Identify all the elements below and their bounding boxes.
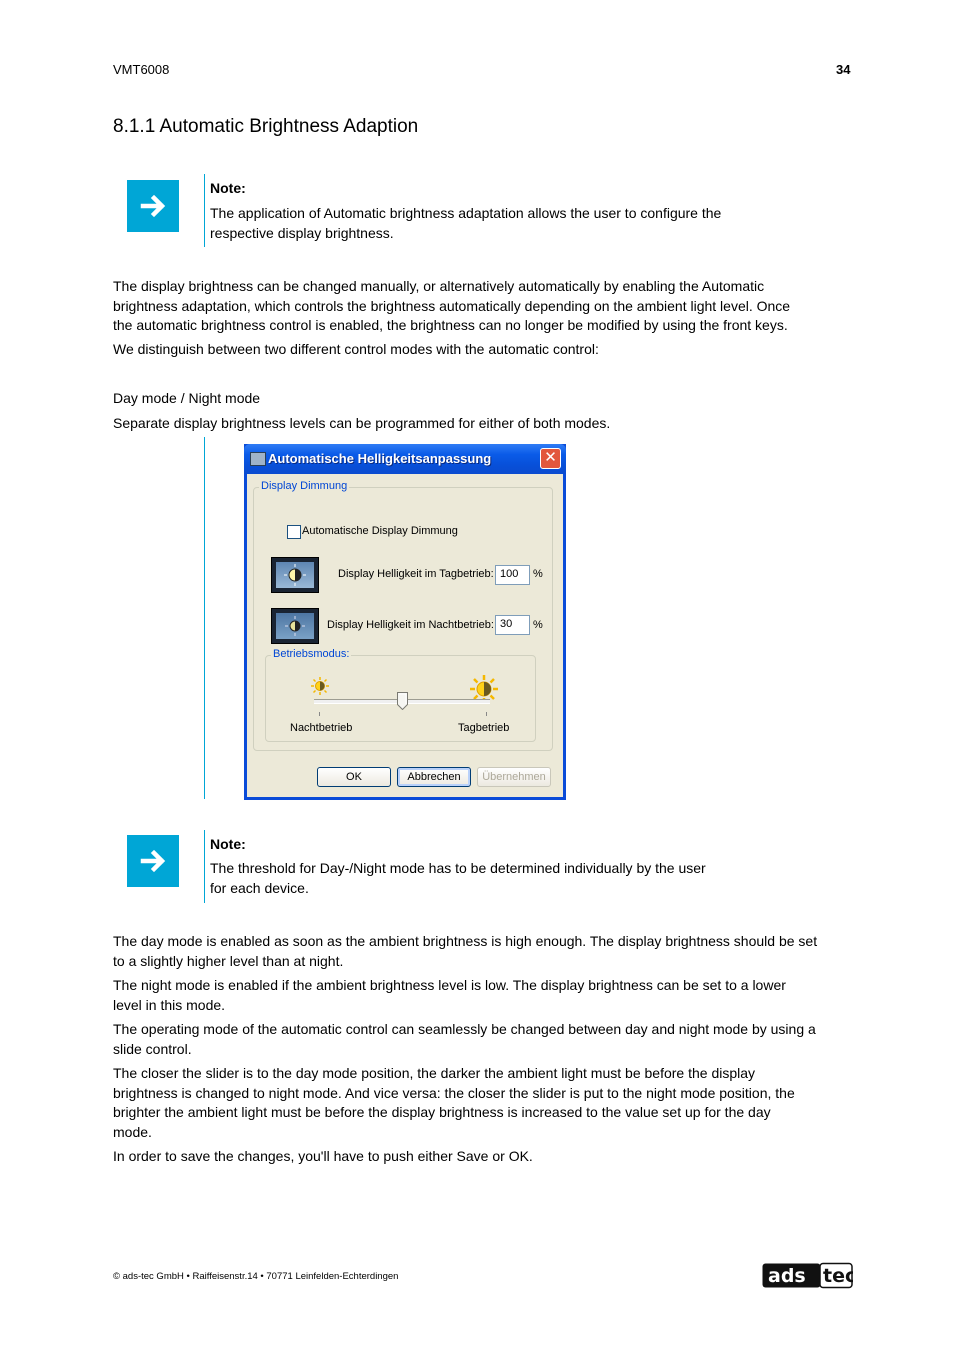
slider-label-day: Tagbetrieb: [458, 722, 510, 734]
mode-group-label: Betriebsmodus:: [273, 648, 350, 660]
note-arrow-icon: [127, 180, 179, 232]
slider-label-night: Nachtbetrieb: [290, 722, 353, 734]
paragraph-line: The closer the slider is to the day mode position, the darker the ambient light must be before the display: [113, 1065, 756, 1081]
figure-divider: [204, 437, 205, 799]
note-text-line: The threshold for Day-/Night mode has to be determined individually by the user: [210, 860, 706, 876]
note-title: Note:: [210, 180, 246, 196]
dialog-title-bar[interactable]: [244, 444, 566, 474]
footer-address: © ads-tec GmbH • Raiffeisenstr.14 • 70771 Leinfelden-Echterdingen: [113, 1271, 399, 1282]
ok-button[interactable]: OK: [317, 767, 391, 787]
slider-tick: [486, 712, 487, 716]
note-divider: [204, 830, 205, 903]
paragraph-line: to a slightly higher level than at night.: [113, 953, 344, 969]
night-percent: %: [533, 619, 543, 631]
paragraph-line: The day mode is enabled as soon as the ambient brightness is high enough. The display brightness should be set: [113, 933, 818, 949]
paragraph-line: brightness is changed to night mode. And vice versa: the closer the slider is put to the night mode position, the: [113, 1085, 795, 1101]
slider-tick: [319, 712, 320, 716]
paragraph-line: level in this mode.: [113, 997, 226, 1013]
window-icon: [250, 452, 266, 466]
paragraph-line: The operating mode of the automatic control can seamlessly be changed between day and night mode by using a: [113, 1021, 816, 1037]
paragraph-line: brighter the ambient light must be before the display brightness is increased to the value set up for the day: [113, 1104, 771, 1120]
auto-dimming-checkbox[interactable]: [287, 525, 301, 539]
mode-slider-thumb[interactable]: [397, 692, 408, 710]
close-button[interactable]: ✕: [540, 448, 561, 469]
note-text-line: for each device.: [210, 880, 309, 896]
paragraph-line: slide control.: [113, 1041, 192, 1057]
night-brightness-label: Display Helligkeit im Nachtbetrieb:: [327, 619, 494, 631]
day-brightness-label: Display Helligkeit im Tagbetrieb:: [338, 568, 494, 580]
note-title: Note:: [210, 836, 246, 852]
dialog-title: Automatische Helligkeitsanpassung: [268, 451, 492, 466]
group-label: Display Dimmung: [261, 480, 348, 492]
cancel-button[interactable]: Abbrechen: [397, 767, 471, 787]
apply-button[interactable]: Übernehmen: [477, 767, 551, 787]
dialog-client-area: [247, 474, 563, 797]
brightness-dialog: [244, 444, 566, 800]
note-text-line: The application of Automatic brightness adaptation allows the user to configure the: [210, 205, 722, 221]
modes-heading: Day mode / Night mode: [113, 390, 261, 406]
monitor-day-icon: [271, 557, 319, 593]
note-divider: [204, 174, 205, 247]
day-percent: %: [533, 568, 543, 580]
paragraph-line: The display brightness can be changed manually, or alternatively automatically by enabling the Automatic: [113, 278, 765, 294]
paragraph-line: the automatic brightness control is enabled, the brightness can no longer be modified by using the front keys.: [113, 317, 788, 333]
logo-text-left: ads: [768, 1265, 806, 1287]
section-title: 8.1.1 Automatic Brightness Adaption: [113, 116, 419, 137]
night-brightness-input[interactable]: 30: [495, 615, 530, 635]
modes-text: Separate display brightness levels can be programmed for either of both modes.: [113, 415, 611, 431]
paragraph-line: We distinguish between two different control modes with the automatic control:: [113, 341, 599, 357]
paragraph-line: mode.: [113, 1124, 152, 1140]
day-brightness-input[interactable]: 100: [495, 565, 530, 585]
page-number: 34: [836, 62, 851, 77]
moon-sun-small-icon: [310, 676, 330, 696]
paragraph-line: In order to save the changes, you'll have to push either Save or OK.: [113, 1148, 533, 1164]
paragraph-line: brightness adaptation, which controls the brightness automatically depending on the ambient light level. Once: [113, 298, 791, 314]
ads-tec-logo: [762, 1262, 853, 1289]
monitor-night-icon: [271, 608, 319, 644]
auto-dimming-label[interactable]: Automatische Display Dimmung: [302, 525, 458, 537]
note-text-line: respective display brightness.: [210, 225, 394, 241]
paragraph-line: The night mode is enabled if the ambient brightness level is low. The display brightness can be set to a lower: [113, 977, 786, 993]
note-arrow-icon: [127, 835, 179, 887]
logo-text-right: tec: [823, 1265, 853, 1287]
header-product: VMT6008: [113, 62, 170, 77]
